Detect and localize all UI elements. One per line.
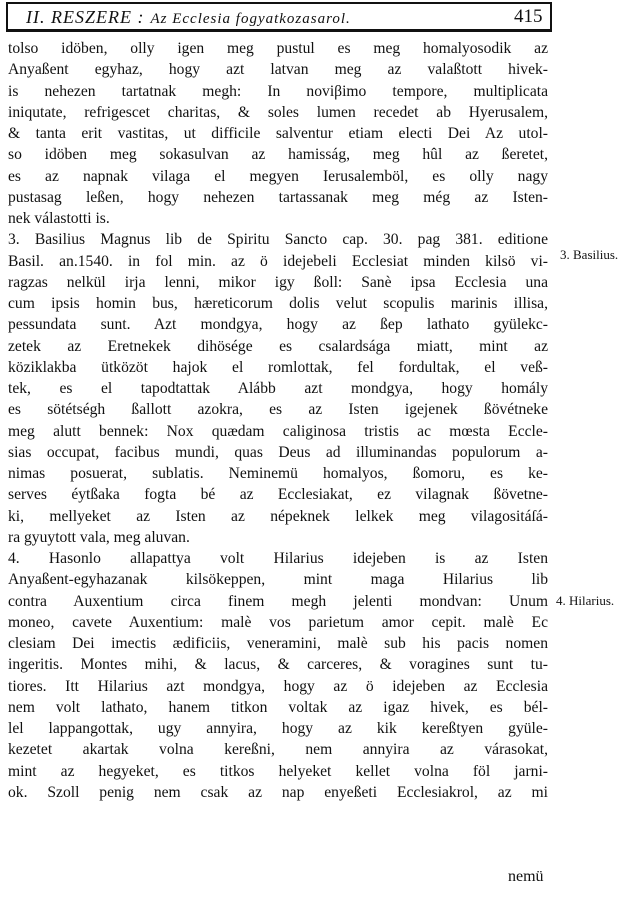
text-line: lel lappangottak, ugy annyira, hogy az kik kereßtyen gyüle- — [8, 720, 548, 737]
catchword: nemü — [508, 868, 544, 885]
text-line: ra gyuytott vala, meg aluvan. — [8, 528, 190, 546]
text-line: cum ipsis homin bus, hæreticorum dolis velut scopulis marinis illisa, — [8, 295, 548, 312]
text-line: tolso idöben, olly igen meg pustul es meg homalyosodik az — [8, 40, 548, 57]
text-line: Anyaßent egyhaz, hogy azt latvan meg az valaßtott hivek- — [8, 61, 548, 79]
text-line: pessundata sunt. Azt mondgya, hogy az ßep lathato gyülekc- — [8, 316, 548, 334]
text-line: & tanta erit vastitas, ut difficile salventur etiam electi Dei Az utol- — [8, 125, 548, 142]
text-line: es az napnak vilaga el megyen Ierusalemböl, es olly nagy — [8, 167, 548, 185]
text-line: moneo, cavete Auxentium: malè vos parietum amor cepit. malè Ec — [8, 613, 548, 631]
text-line: Anyaßent-egyhazanak kilsökeppen, mint maga Hilarius lib — [8, 571, 548, 589]
text-line: iniqutate, refrigescet charitas, & soles lumen recedet ab Hyerusalem, — [8, 103, 548, 121]
text-line: es sötétségh ßallott azokra, es az Isten igejenek ßövétneke — [8, 401, 548, 419]
text-line: ingeritis. Montes mihi, & lacus, & carceres, & voragines sunt tu- — [8, 656, 548, 674]
body-text — [8, 38, 548, 803]
text-line: sias occupat, facibus mundi, quas Deus ad illuminandas populorum a- — [8, 443, 548, 461]
text-line: ki, mellyeket az Isten az népeknek lelkek meg vilagositáſá- — [8, 507, 548, 525]
running-header — [6, 2, 552, 32]
margin-note-basilius: 3. Basilius. — [560, 247, 619, 262]
text-line: Basil. an.1540. in fol min. az ö idejebeli Ecclesiat minden kilsö vi- — [8, 252, 548, 270]
text-line: clesiam Dei imectis ædificiis, veneramini, malè sub his pacis nomen — [8, 635, 548, 652]
text-line: mint az hegyeket, es titkos helyeket kellet volna föl jarni- — [8, 762, 548, 780]
text-line: pustasag leßen, hogy nehezen tartassanak meg még az Isten- — [8, 188, 548, 206]
text-line: nek válastotti is. — [8, 210, 110, 227]
text-line: serves éytßaka fogta bé az Ecclesiakat, ez vilagnak ßövetne- — [8, 486, 548, 504]
text-line: nem volt lathato, hanem titkon voltak az igaz hivek, es bél- — [8, 698, 548, 716]
header-section — [26, 7, 351, 28]
header-title: Az Ecclesia fogyatkozasarol. — [150, 11, 351, 27]
text-line: is nehezen tartatnak megh: In noviβimo tempore, multiplicata — [8, 82, 548, 100]
text-line: nimas posuerat, sublatis. Neminemü homalyos, ßomoru, es ke- — [8, 465, 548, 482]
text-line: meg alutt bennek: Nox quædam caliginosa tristis ac mœsta Eccle- — [8, 422, 548, 440]
text-line: 3. Basilius Magnus lib de Spiritu Sancto cap. 30. pag 381. editione — [8, 231, 548, 249]
text-line: köziklakba ütközöt hajok el romlottak, fel fordultak, el veß- — [8, 358, 548, 376]
text-line: tek, es el tapodtattak Alább azt mondgya, hogy homály — [8, 380, 548, 397]
header-section-label: II. RESZERE : — [26, 7, 145, 27]
page-number: 415 — [514, 6, 543, 27]
text-line: 4. Hasonlo allapattya volt Hilarius idejeben is az Isten — [8, 550, 548, 567]
text-line: ragzas nelkül irja lenni, mikor igy ßoll: Sanè ipsa Ecclesia una — [8, 273, 548, 291]
text-line: tiores. Itt Hilarius azt mondgya, hogy az ö idejeben az Ecclesia — [8, 677, 548, 695]
margin-note-hilarius: 4. Hilarius. — [556, 593, 615, 608]
text-line: zetek az Eretnekek dihösége es csalardsága miatt, mint az — [8, 337, 548, 355]
text-line: kezetet akartak volna kereßni, nem annyira az várasokat, — [8, 741, 548, 759]
text-line: ok. Szoll penig nem csak az nap enyeßeti Ecclesiakrol, az mi — [8, 783, 548, 801]
text-line: contra Auxentium circa finem megh jelenti mondvan: Unum — [8, 592, 548, 610]
text-line: so idöben meg sokasulvan az hamisság, meg hûl az ßeretet, — [8, 146, 548, 164]
